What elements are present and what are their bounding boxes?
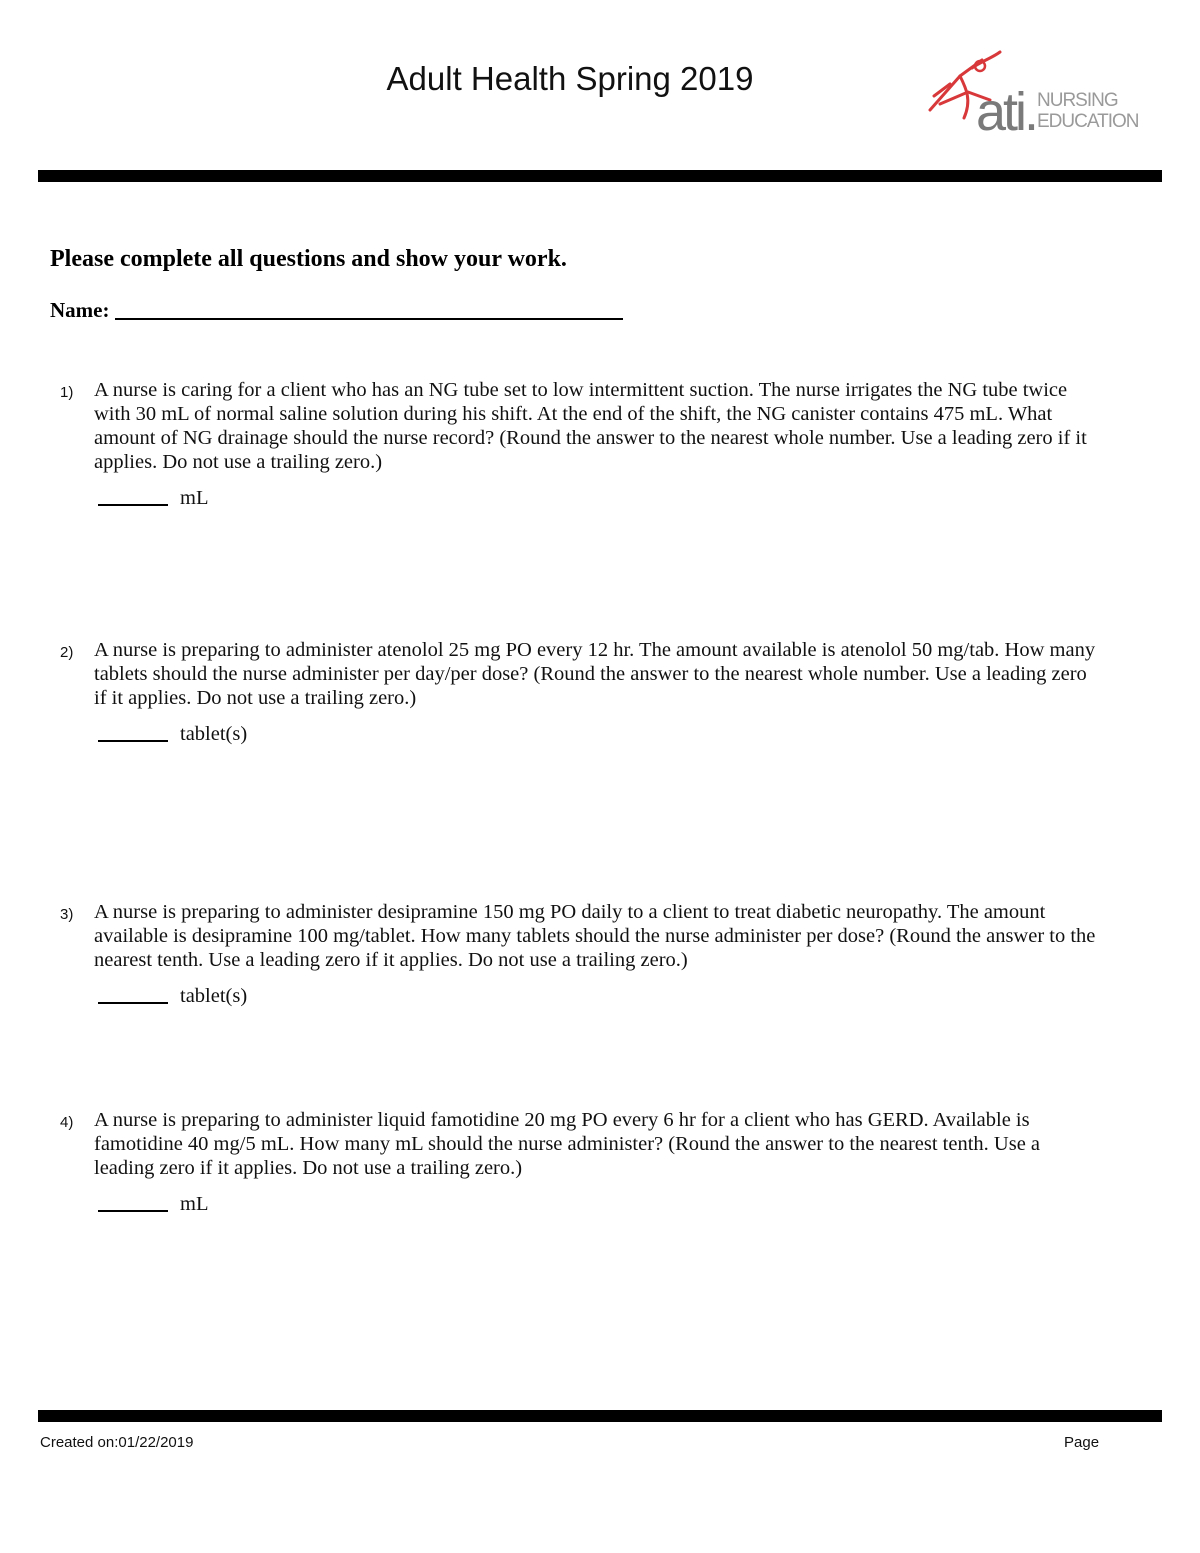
question-text [60,378,1100,474]
answer-unit: mL [180,487,209,509]
created-date: Created on:01/22/2019 [40,1434,194,1451]
answer-row [60,1192,1100,1216]
question-body: A nurse is caring for a client who has an NG tube set to low intermittent suction. The nurse irrigates the NG tube twice with 30 mL of normal saline solution during his shift. At the end of the shift, the NG canister contains 475 mL. What amount of NG drainage should the nurse record? (Round the answer to the nearest whole number. Use a leading zero if it applies. Do not use a trailing zero.) [94,379,1087,473]
answer-blank[interactable] [98,984,168,1004]
question-body: A nurse is preparing to administer atenolol 25 mg PO every 12 hr. The amount available is atenolol 50 mg/tab. How many tablets should the nurse administer per day/per dose? (Round the answer to the nearest whole number. Use a leading zero if it applies. Do not use a trailing zero.) [94,639,1096,709]
logo-subtext [1037,90,1138,132]
question-2 [60,638,1100,746]
name-label: Name: [50,298,110,322]
logo-line-1: NURSING [1037,90,1118,111]
question-number: 3) [60,906,74,923]
question-text [60,638,1100,710]
header-divider [38,170,1162,182]
answer-unit: tablet(s) [180,723,248,745]
answer-unit: mL [180,1193,209,1215]
answer-blank[interactable] [98,486,168,506]
answer-row [60,486,1100,510]
question-3 [60,900,1100,1008]
instructions: Please complete all questions and show your work. [50,246,567,272]
answer-blank[interactable] [98,1192,168,1212]
answer-row [60,722,1100,746]
question-text [60,1108,1100,1180]
question-number: 4) [60,1114,74,1131]
logo-brand-text: ati. [976,82,1037,140]
question-body: A nurse is preparing to administer liquid famotidine 20 mg PO every 6 hr for a client who has GERD. Available is famotidine 40 mg/5 mL. How many mL should the nurse administer? (Round the answer to the nearest tenth. Use a leading zero if it applies. Do not use a trailing zero.) [94,1109,1041,1179]
logo-line-2: EDUCATION [1037,111,1139,132]
page-label: Page [1064,1434,1100,1451]
name-row [50,298,623,323]
question-body: A nurse is preparing to administer desipramine 150 mg PO daily to a client to treat diabetic neuropathy. The amount available is desipramine 100 mg/tablet. How many tablets should the nurse administer per dose? (Round the answer to the nearest tenth. Use a leading zero if it applies. Do not use a trailing zero.) [94,901,1096,971]
page-title: Adult Health Spring 2019 [386,60,754,97]
question-number: 2) [60,644,74,661]
question-number: 1) [60,384,74,401]
question-4 [60,1108,1100,1216]
answer-unit: tablet(s) [180,985,248,1007]
question-1 [60,378,1100,510]
name-blank-field[interactable] [115,300,623,320]
answer-row [60,984,1100,1008]
answer-blank[interactable] [98,722,168,742]
footer-divider [38,1410,1162,1422]
question-text [60,900,1100,972]
